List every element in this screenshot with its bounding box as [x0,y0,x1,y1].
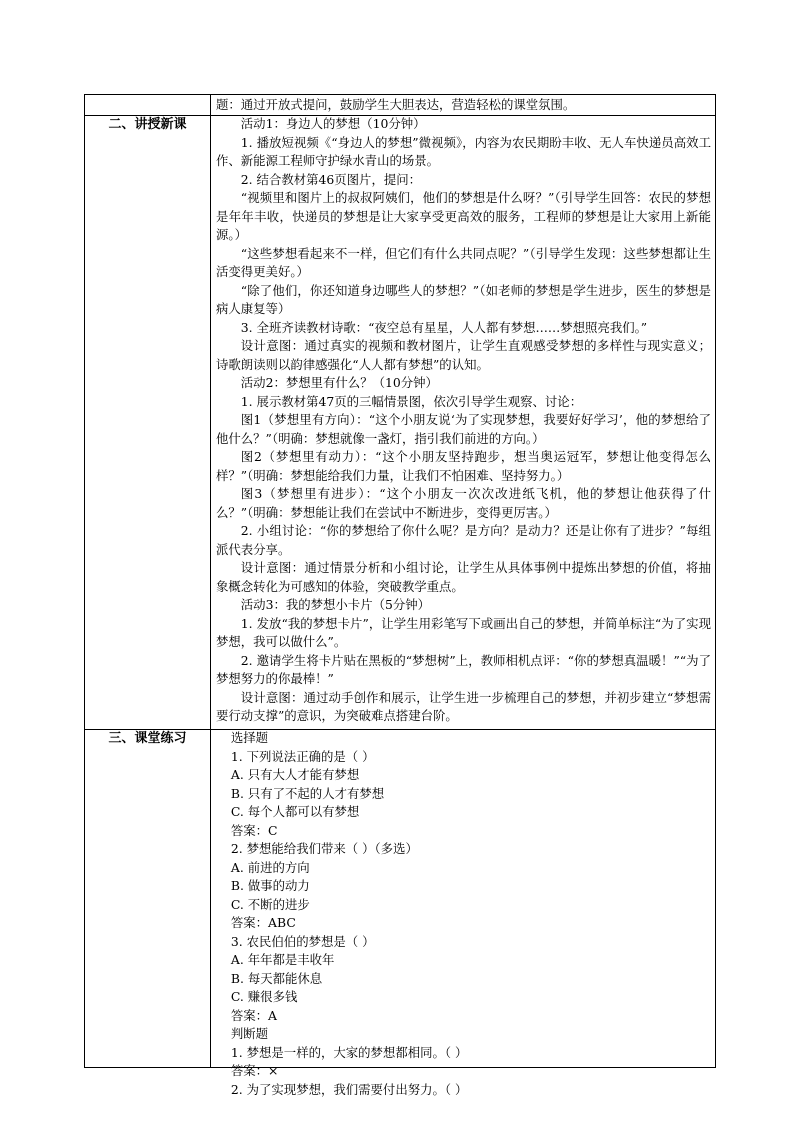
activity-3-step-2: 2. 邀请学生将卡片贴在黑板的“梦想树”上，教师相机点评：“你的梦想真温暖！”“为了梦想努力的你最棒！” [216,652,711,686]
choice-q3-answer: 答案：A [230,1007,277,1023]
choice-q1: 1. 下列说法正确的是（ ） [230,748,375,764]
section-label-practice: 三、课堂练习 [108,731,187,746]
choice-q2: 2. 梦想能给我们带来（ ）（多选） [230,841,418,856]
choice-q1-option-c: C. 每个人都可以有梦想 [230,804,360,819]
choice-q3-option-a: A. 年年都是丰收年 [230,952,335,967]
activity-2-title: 活动2：梦想里有什么？（10分钟） [240,375,438,390]
judgement-heading: 判断题 [230,1026,269,1041]
row-continuation-content [216,96,711,115]
activity-2-step-2: 2. 小组讨论：“你的梦想给了你什么呢？是方向？是动力？还是让你有了进步？”每组派代表分享。 [216,523,711,557]
choice-q1-option-b: B. 只有了不起的人才有梦想 [230,785,385,801]
judgement-q1-answer: 答案：× [230,1063,279,1078]
activity-1-step-2: 2. 结合教材第46页图片，提问： [240,171,422,187]
section-label-new-lesson: 二、讲授新课 [108,117,187,132]
activity-1-design-intent: 设计意图：通过真实的视频和教材图片，让学生直观感受梦想的多样性与现实意义；诗歌朗读则以韵律感强化“人人都有梦想”的认知。 [216,338,711,372]
new-lesson-content [216,115,711,726]
activity-2-figure-1: 图1（梦想里有方向）：“这个小朋友说‘为了实现梦想，我要好好学习’，他的梦想给了他什么？”（明确：梦想就像一盏灯，指引我们前进的方向。） [216,412,711,446]
activity-3-title: 活动3：我的梦想小卡片（5分钟） [240,597,431,612]
practice-content [216,729,711,1099]
activity-3-design-intent: 设计意图：通过动手创作和展示，让学生进一步梳理自己的梦想，并初步建立“梦想需要行动支撑”的意识，为突破难点搭建台阶。 [216,689,711,723]
activity-1-question-3: “除了他们，你还知道身边哪些人的梦想？”（如老师的梦想是学生进步，医生的梦想是病人康复等） [216,282,711,316]
choice-q2-option-c: C. 不断的进步 [230,896,310,912]
column-divider [210,95,211,1067]
choice-heading: 选择题 [230,730,269,745]
activity-1-step-3: 3. 全班齐读教材诗歌：“夜空总有星星，人人都有梦想……梦想照亮我们。” [240,319,648,335]
choice-q3-option-b: B. 每天都能休息 [230,970,323,986]
activity-1-step-1: 1. 播放短视频《“身边人的梦想”微视频》，内容为农民期盼丰收、无人车快递员高效工作、新能源工程师守护绿水青山的场景。 [216,134,711,168]
choice-q2-answer: 答案：ABC [230,915,296,930]
judgement-q2: 2. 为了实现梦想，我们需要付出努力。（ ） [230,1081,468,1097]
activity-1-question-2: “这些梦想看起来不一样，但它们有什么共同点呢？”（引导学生发现：这些梦想都让生活变得更美好。） [216,245,711,279]
activity-1-title: 活动1：身边人的梦想（10分钟） [240,116,426,131]
activity-3-step-1: 1. 发放“我的梦想卡片”，让学生用彩笔写下或画出自己的梦想，并简单标注“为了实现梦想，我可以做什么”。 [216,615,711,649]
activity-2-figure-2: 图2（梦想里有动力）：“这个小朋友坚持跑步，想当奥运冠军，梦想让他变得怎么样？”（明确：梦想能给我们力量，让我们不怕困难、坚持努力。） [216,449,711,483]
choice-q1-option-a: A. 只有大人才能有梦想 [230,767,360,782]
choice-q2-option-a: A. 前进的方向 [230,859,310,875]
activity-2-design-intent: 设计意图：通过情景分析和小组讨论，让学生从具体事例中提炼出梦想的价值，将抽象概念转化为可感知的体验，突破教学重点。 [216,560,711,594]
activity-2-figure-3: 图3（梦想里有进步）：“这个小朋友一次次改进纸飞机，他的梦想让他获得了什么？”（明确：梦想能让我们在尝试中不断进步，变得更厉害。） [216,486,711,520]
continuation-line: 题：通过开放式提问，鼓励学生大胆表达，营造轻松的课堂氛围。 [216,97,576,112]
lesson-plan-table [84,94,716,1097]
judgement-q1: 1. 梦想是一样的，大家的梦想都相同。（ ） [230,1044,468,1060]
choice-q1-answer: 答案：C [230,822,278,838]
choice-q3: 3. 农民伯伯的梦想是（ ） [230,933,375,949]
choice-q2-option-b: B. 做事的动力 [230,878,310,893]
choice-q3-option-c: C. 赚很多钱 [230,989,298,1004]
activity-2-step-1: 1. 展示教材第47页的三幅情景图，依次引导学生观察、讨论： [240,393,583,409]
activity-1-question-1: “视频里和图片上的叔叔阿姨们，他们的梦想是什么呀？”（引导学生回答：农民的梦想是年年丰收，快递员的梦想是让大家享受更高效的服务，工程师的梦想是让大家用上新能源。） [216,190,711,242]
